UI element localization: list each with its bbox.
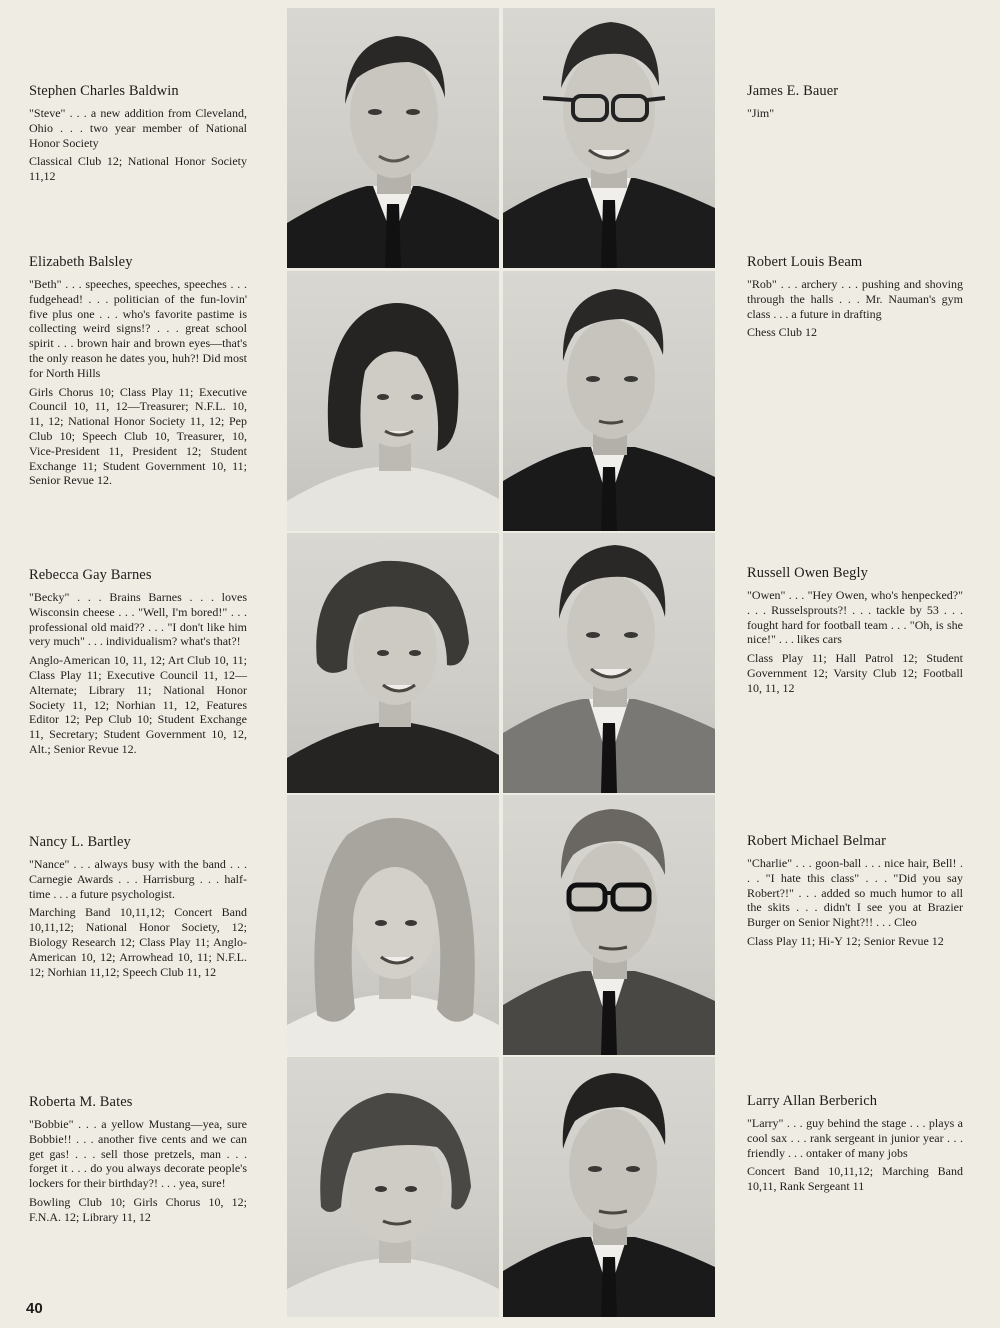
female-portrait-icon (287, 271, 499, 531)
portrait-photo-belmar (503, 795, 715, 1055)
student-activities: Marching Band 10,11,12; Concert Band 10,11,12; National Honor Society, 12; Biology Research 12; Class Play 11; Anglo-American 10, 12; Arrowhead 10, 11; N.F.L. 12; Norhian 11,12; Speech Club 11, 12 (29, 905, 247, 979)
student-entry-bauer (747, 83, 963, 125)
portrait-photo-balsley (287, 271, 499, 531)
student-activities: Chess Club 12 (747, 325, 818, 340)
student-name: Roberta M. Bates (29, 1094, 133, 1110)
student-name: Nancy L. Bartley (29, 834, 131, 850)
student-bio: "Becky" . . . Brains Barnes . . . loves Wisconsin cheese . . . "Well, I'm bored!" . . . professional old maid?? . . . "I don't like him very much" . . . individualism? what's that?! (29, 590, 247, 649)
student-activities: Class Play 11; Hall Patrol 12; Student Government 12; Varsity Club 12; Football 10, 11, 12 (747, 651, 963, 695)
male-portrait-icon (503, 271, 715, 531)
student-bio: "Nance" . . . always busy with the band . . . Carnegie Awards . . . Harrisburg . . . half-time . . . a future psychologist. (29, 857, 247, 901)
male-portrait-icon (503, 1057, 715, 1317)
student-bio: "Jim" (747, 106, 775, 120)
student-bio: "Owen" . . . "Hey Owen, who's henpecked?" . . . Russelsprouts?! . . . tackle by 53 . . . fought hard for football team . . . "Oh, is she nice!" . . . likes cars (747, 588, 963, 647)
student-activities: Concert Band 10,11,12; Marching Band 10,11, Rank Sergeant 11 (747, 1164, 963, 1194)
student-bio: "Charlie" . . . goon-ball . . . nice hair, Bell! . . . "I hate this class" . . . "Did you say Robert?!" . . . added so much humor to all the skits . . . didn't I see you at Brazier Burger on Senior Night?!! . . . Cleo (747, 856, 963, 930)
portrait-photo-berberich (503, 1057, 715, 1317)
student-bio: "Steve" . . . a new addition from Cleveland, Ohio . . . two year member of National Honor Society (29, 106, 247, 150)
student-entry-balsley (29, 254, 247, 492)
portrait-photo-bauer (503, 8, 715, 268)
page-number: 40 (26, 1300, 43, 1317)
student-name: Stephen Charles Baldwin (29, 83, 179, 99)
student-bio: "Rob" . . . archery . . . pushing and shoving through the halls . . . Mr. Nauman's gym class . . . a future in drafting (747, 277, 963, 321)
male-portrait-icon (503, 533, 715, 793)
student-name: Larry Allan Berberich (747, 1093, 878, 1109)
student-activities: Anglo-American 10, 11, 12; Art Club 10, 11; Class Play 11; Executive Council 11, 12—Alternate; Library 11; National Honor Society 11, 12; Norhian 11, 12, Features Editor 12; Pep Club 10; Student Exchange 11, Secretary; Student Government 10, 12, Alt.; Senior Revue 12. (29, 653, 247, 756)
student-entry-begly (747, 565, 963, 700)
portrait-photo-baldwin (287, 8, 499, 268)
student-bio: "Larry" . . . guy behind the stage . . . plays a cool sax . . . rank sergeant in junior year . . . friendly . . . ontaker of many jobs (747, 1116, 963, 1160)
female-portrait-icon (287, 1057, 499, 1317)
portrait-photo-barnes (287, 533, 499, 793)
student-name: Robert Michael Belmar (747, 833, 887, 849)
student-name: James E. Bauer (747, 83, 839, 99)
student-activities: Class Play 11; Hi-Y 12; Senior Revue 12 (747, 933, 944, 948)
male-portrait-icon (503, 795, 715, 1055)
student-entry-bartley (29, 834, 247, 983)
student-activities: Bowling Club 10; Girls Chorus 10, 12; F.N.A. 12; Library 11, 12 (29, 1194, 247, 1224)
male-portrait-icon (287, 8, 499, 268)
portrait-photo-bates (287, 1057, 499, 1317)
student-entry-beam (747, 254, 963, 344)
portrait-photo-bartley (287, 795, 499, 1055)
student-activities: Girls Chorus 10; Class Play 11; Executive Council 10, 11, 12—Treasurer; N.F.L. 10, 11, 12; National Honor Society 11, 12; Pep Club 10; Speech Club 10, Treasurer, 10, Vice-President 11, President 12; Student Exchange 11; Student Government 10, 11; Senior Revue 12. (29, 384, 247, 488)
student-entry-barnes (29, 567, 247, 761)
male-portrait-icon (503, 8, 715, 268)
student-entry-bates (29, 1094, 247, 1229)
student-name: Russell Owen Begly (747, 565, 869, 581)
student-entry-belmar (747, 833, 963, 953)
portrait-photo-beam (503, 271, 715, 531)
portrait-photo-begly (503, 533, 715, 793)
female-portrait-icon (287, 533, 499, 793)
student-entry-berberich (747, 1093, 963, 1198)
student-name: Robert Louis Beam (747, 254, 863, 270)
student-bio: "Bobbie" . . . a yellow Mustang—yea, sure Bobbie!! . . . another five cents and we can get gas! . . . sell those pretzels, man . . . forget it . . . do you always decorate people's lockers for their birthday?! . . . yea, sure! (29, 1117, 247, 1191)
student-name: Elizabeth Balsley (29, 254, 133, 270)
student-activities: Classical Club 12; National Honor Society 11,12 (29, 154, 247, 184)
student-name: Rebecca Gay Barnes (29, 567, 152, 583)
student-entry-baldwin (29, 83, 247, 188)
student-bio: "Beth" . . . speeches, speeches, speeches . . . fudgehead! . . . politician of the fun-lovin' five plus one . . . who's favorite pastime is collecting weird signs!? . . . great school spirit . . . brown hair and brown eyes—that's the only reason he dates you, huh?! Did most for North Hills (29, 277, 247, 380)
female-portrait-icon (287, 795, 499, 1055)
